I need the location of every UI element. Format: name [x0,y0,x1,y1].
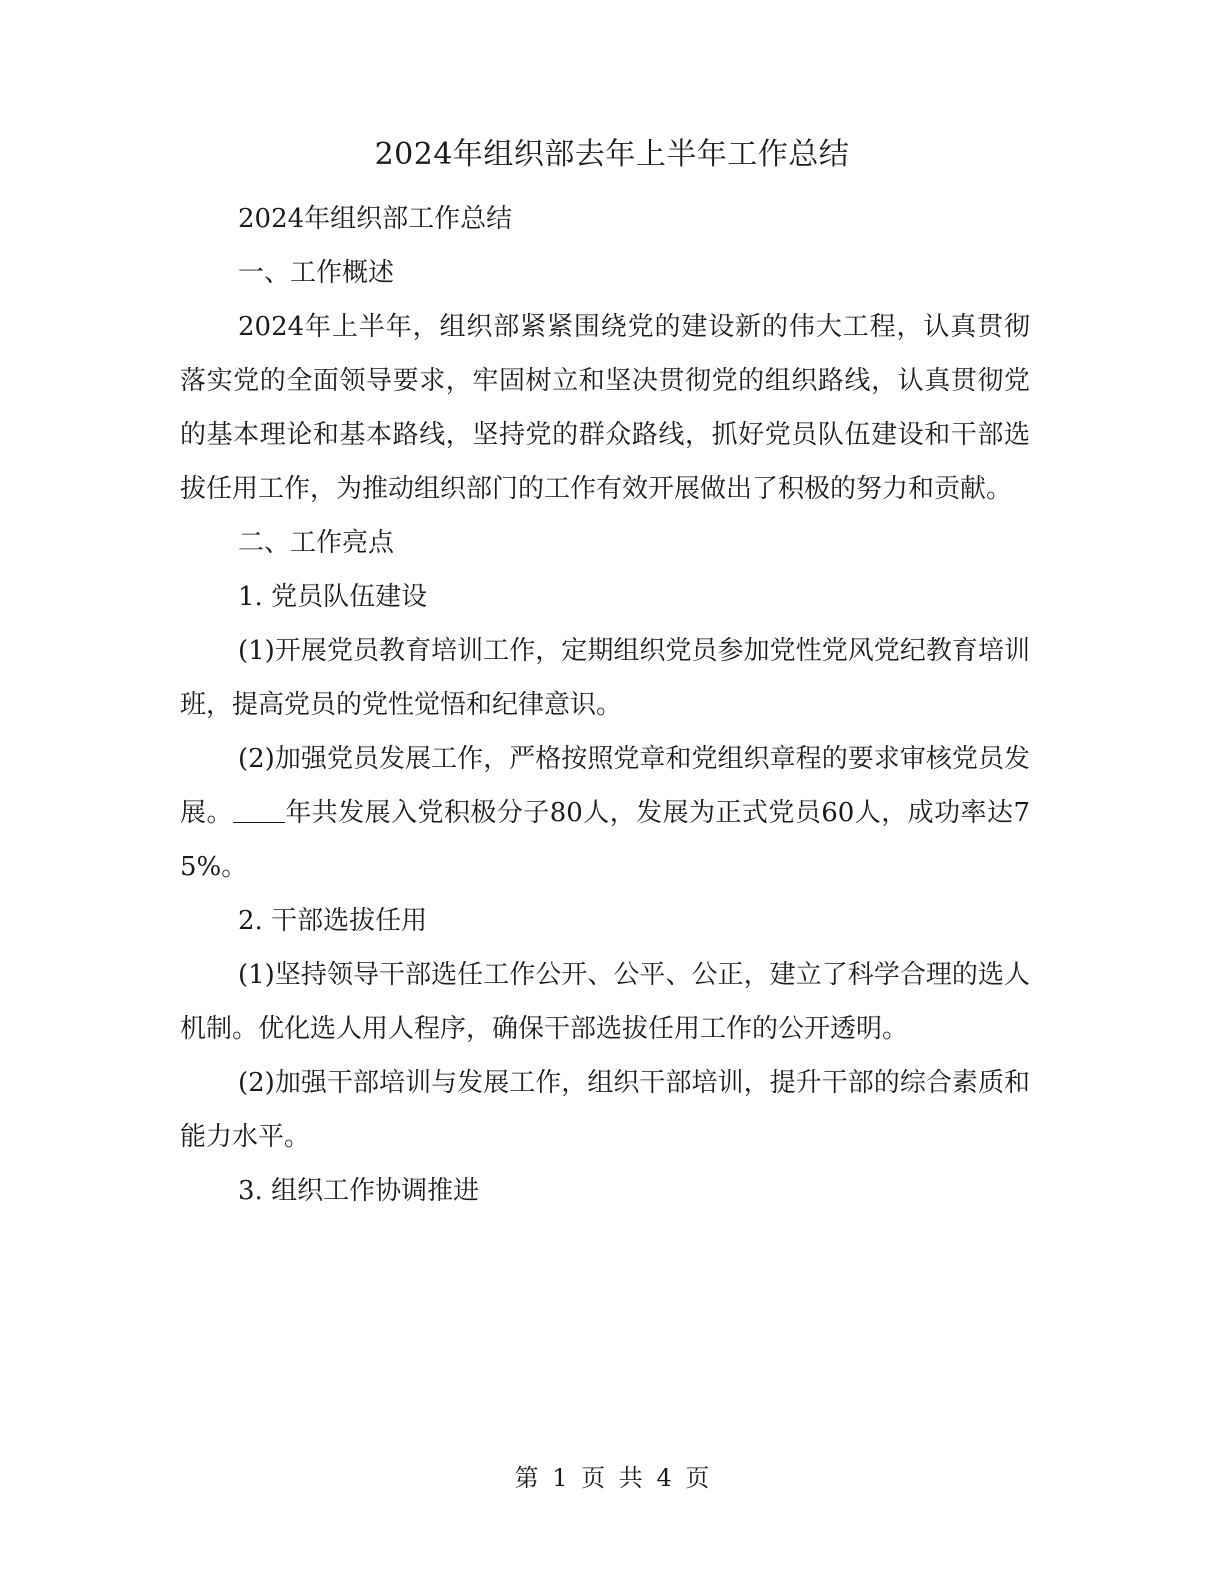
blank-underline [233,798,285,823]
party-education-paragraph: (1)开展党员教育培训工作，定期组织党员参加党性党风党纪教育培训班，提高党员的党性觉悟和纪律意识。 [180,636,1030,720]
item-heading-coordination: 3. 组织工作协调推进 [238,1176,480,1206]
party-development-text-end: 年共发展入党积极分子80人，发展为正式党员60人，成功率达75%。 [180,798,1030,882]
document-title: 2024年组织部去年上半年工作总结 [374,137,850,172]
section-heading-overview: 一、工作概述 [238,258,395,288]
document-body [180,192,1030,1218]
section-heading-highlights: 二、工作亮点 [238,528,395,558]
party-development-text-start: (2)加强党员发展工作，严格按照党章和党组织章程的要求审核党员发展。 [180,744,1030,828]
item-heading-cadre-selection: 2. 干部选拔任用 [238,906,428,936]
overview-paragraph: 2024年上半年，组织部紧紧围绕党的建设新的伟大工程，认真贯彻落实党的全面领导要求，牢固树立和坚决贯彻党的组织路线，认真贯彻党的基本理论和基本路线，坚持党的群众路线，抓好党员队伍建设和干部选拔任用工作，为推动组织部门的工作有效开展做出了积极的努力和贡献。 [180,312,1030,504]
party-development-paragraph [180,732,1030,894]
cadre-training-paragraph: (2)加强干部培训与发展工作，组织干部培训，提升干部的综合素质和能力水平。 [180,1068,1030,1152]
cadre-selection-paragraph: (1)坚持领导干部选任工作公开、公平、公正，建立了科学合理的选人机制。优化选人用人程序，确保干部选拔任用工作的公开透明。 [180,960,1030,1044]
item-heading-party-members: 1. 党员队伍建设 [238,582,428,612]
document-subtitle: 2024年组织部工作总结 [238,204,513,234]
page-number-footer: 第 1 页 共 4 页 [514,1464,710,1492]
